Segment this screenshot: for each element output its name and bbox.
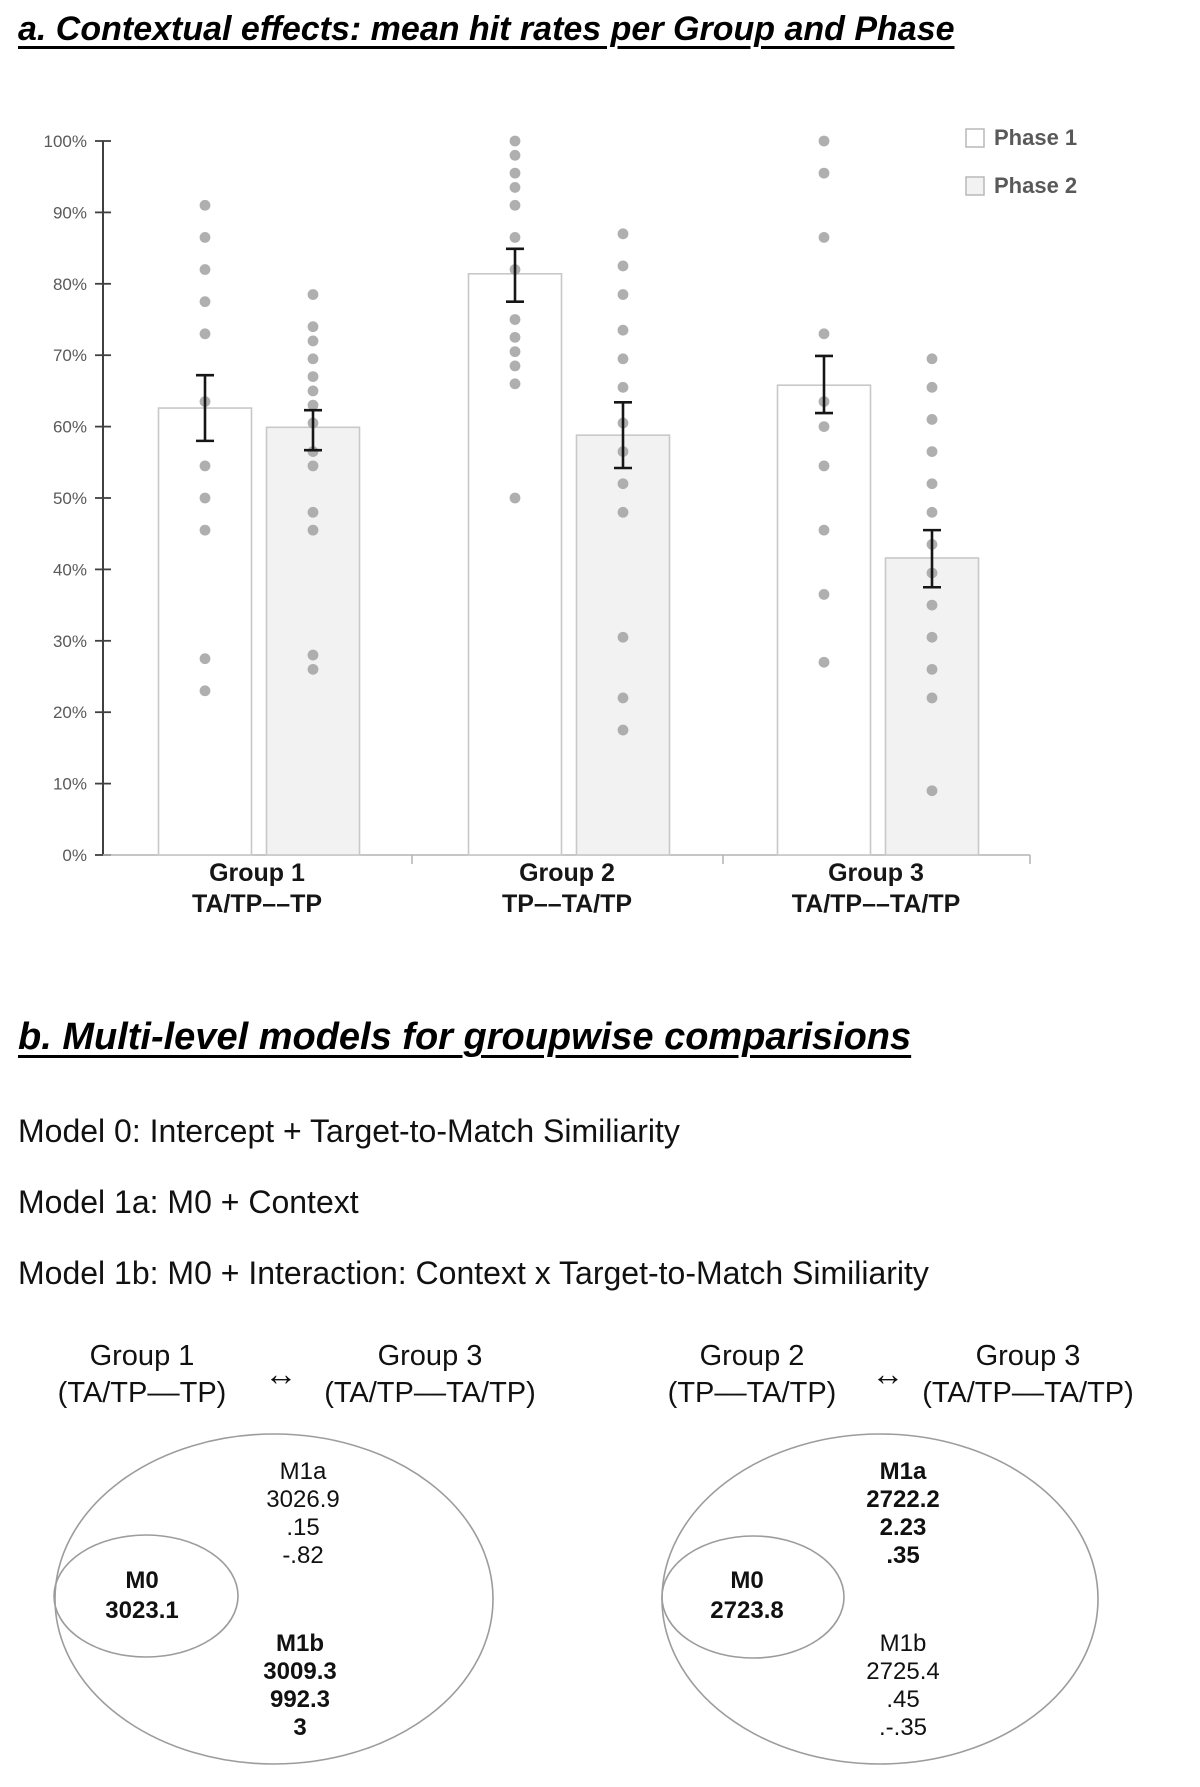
scatter-point (200, 296, 211, 307)
m1a-label: M1a (279, 1458, 327, 1485)
scatter-point (308, 321, 319, 332)
x-axis-label-group2 (437, 858, 697, 920)
scatter-point (200, 653, 211, 664)
scatter-point (618, 478, 629, 489)
model-1b-description: Model 1b: M0 + Interaction: Context x Target-to-Match Similiarity (18, 1255, 929, 1291)
legend-item-phase2 (965, 174, 1077, 198)
scatter-point (819, 589, 830, 600)
m1b-value: 992.3 (269, 1686, 331, 1713)
m0-value: 3023.1 (105, 1597, 179, 1624)
scatter-point (510, 361, 521, 372)
scatter-point (308, 289, 319, 300)
comparison1-left-name: Group 1 (89, 1340, 195, 1372)
group2-context: TP––TA/TP (501, 890, 633, 918)
scatter-point (618, 693, 629, 704)
bar-phase2-group2 (577, 435, 670, 855)
group1-name: Group 1 (209, 859, 305, 887)
y-tick-label: 10% (52, 774, 87, 794)
x-axis-label-group3 (746, 858, 1006, 920)
scatter-point (510, 150, 521, 161)
comparison1-m1a-stats (203, 1458, 403, 1570)
y-tick-label: 30% (52, 631, 87, 651)
scatter-point (618, 325, 629, 336)
scatter-point (308, 525, 319, 536)
scatter-point (308, 650, 319, 661)
comparison1-right-group (305, 1338, 555, 1412)
comparison1-m1b-stats (200, 1630, 400, 1742)
m1b-value: .45 (886, 1686, 920, 1713)
scatter-point (510, 168, 521, 179)
y-tick-label: 20% (52, 703, 87, 723)
scatter-point (510, 332, 521, 343)
scatter-point (618, 261, 629, 272)
scatter-point (200, 460, 211, 471)
scatter-point (510, 346, 521, 357)
scatter-point (200, 264, 211, 275)
model-1a-description: Model 1a: M0 + Context (18, 1184, 359, 1220)
scatter-point (618, 725, 629, 736)
scatter-point (618, 353, 629, 364)
panel-a-title: a. Contextual effects: mean hit rates per Group and Phase (18, 10, 955, 48)
scatter-point (927, 600, 938, 611)
scatter-point (927, 414, 938, 425)
comparison2-right-group (903, 1338, 1153, 1412)
scatter-point (618, 228, 629, 239)
y-tick-label: 40% (52, 560, 87, 580)
m0-label: M0 (125, 1567, 159, 1594)
comparison1-right-name: Group 3 (377, 1340, 483, 1372)
comparison1-left-context: (TA/TP––TP) (57, 1377, 227, 1409)
bar-phase2-group1 (267, 427, 360, 855)
m1b-value: 3009.3 (263, 1658, 337, 1685)
scatter-point (618, 507, 629, 518)
y-tick-label: 100% (43, 132, 87, 151)
comparison2-right-context: (TA/TP––TA/TP) (922, 1377, 1134, 1409)
x-axis-label-group1 (127, 858, 387, 920)
scatter-point (927, 507, 938, 518)
scatter-point (510, 493, 521, 504)
group3-name: Group 3 (828, 859, 924, 887)
m1a-value: 2.23 (879, 1514, 927, 1541)
group1-context: TA/TP––TP (191, 890, 323, 918)
scatter-point (819, 136, 830, 147)
y-tick-label: 60% (52, 417, 87, 437)
y-tick-label: 70% (52, 346, 87, 366)
scatter-point (819, 328, 830, 339)
scatter-point (927, 664, 938, 675)
scatter-point (200, 525, 211, 536)
scatter-point (200, 232, 211, 243)
scatter-point (618, 632, 629, 643)
scatter-point (308, 664, 319, 675)
scatter-point (819, 232, 830, 243)
scatter-point (200, 685, 211, 696)
comparison2-left-group (627, 1338, 877, 1412)
scatter-point (510, 314, 521, 325)
scatter-point (927, 382, 938, 393)
m1a-label: M1a (879, 1458, 927, 1485)
comparison2-left-context: (TP––TA/TP) (667, 1377, 837, 1409)
scatter-point (308, 353, 319, 364)
comparison2-left-name: Group 2 (699, 1340, 805, 1372)
bar-chart (0, 95, 1200, 945)
y-tick-label: 80% (52, 274, 87, 294)
chart-legend (965, 126, 1077, 222)
scatter-point (308, 386, 319, 397)
scatter-point (510, 200, 521, 211)
group2-name: Group 2 (519, 859, 615, 887)
m1b-value: .-.35 (878, 1714, 928, 1741)
phase2-swatch-icon (965, 176, 985, 196)
m0-value: 2723.8 (710, 1597, 784, 1624)
scatter-point (927, 353, 938, 364)
scatter-point (927, 693, 938, 704)
scatter-point (510, 232, 521, 243)
m1b-label: M1b (276, 1630, 324, 1657)
bar-phase1-group3 (778, 385, 871, 855)
scatter-point (308, 371, 319, 382)
m1a-value: 3026.9 (266, 1486, 340, 1513)
scatter-point (510, 182, 521, 193)
scatter-point (510, 378, 521, 389)
panel-b-title: b. Multi-level models for groupwise comparisions (18, 1016, 912, 1058)
y-tick-label: 0% (62, 846, 87, 865)
scatter-point (308, 336, 319, 347)
comparison2-m1b-stats (803, 1630, 1003, 1742)
comparison2-right-name: Group 3 (975, 1340, 1081, 1372)
bar-phase1-group1 (159, 408, 252, 855)
comparison1-left-group (17, 1338, 267, 1412)
scatter-point (819, 525, 830, 536)
m1a-value: .35 (886, 1542, 920, 1569)
left-right-arrow-icon: ↔ (264, 1355, 298, 1392)
scatter-point (819, 421, 830, 432)
scatter-point (819, 168, 830, 179)
left-right-arrow-icon: ↔ (871, 1355, 905, 1392)
scatter-point (927, 446, 938, 457)
group3-context: TA/TP––TA/TP (791, 890, 961, 918)
scatter-point (819, 657, 830, 668)
comparison2-m0-stats (647, 1566, 847, 1626)
scatter-point (200, 328, 211, 339)
m0-label: M0 (730, 1567, 764, 1594)
comparison1-right-context: (TA/TP––TA/TP) (324, 1377, 536, 1409)
model-0-description: Model 0: Intercept + Target-to-Match Similiarity (18, 1113, 680, 1149)
legend-item-phase1 (965, 126, 1077, 150)
m1b-value: 3 (293, 1714, 307, 1741)
y-tick-label: 50% (52, 489, 87, 508)
scatter-point (308, 507, 319, 518)
scatter-point (819, 460, 830, 471)
phase1-swatch-icon (965, 128, 985, 148)
scatter-point (927, 478, 938, 489)
scatter-point (308, 460, 319, 471)
scatter-point (510, 136, 521, 147)
legend-label-phase1: Phase 1 (994, 125, 1078, 150)
scatter-point (927, 632, 938, 643)
m1a-value: 2722.2 (866, 1486, 940, 1513)
scatter-point (927, 785, 938, 796)
comparison2-m1a-stats (803, 1458, 1003, 1570)
legend-label-phase2: Phase 2 (994, 173, 1078, 198)
scatter-point (200, 493, 211, 504)
scatter-point (618, 289, 629, 300)
m1a-value: .15 (286, 1514, 320, 1541)
m1b-label: M1b (879, 1630, 927, 1657)
y-tick-label: 90% (52, 203, 87, 223)
m1a-value: -.82 (282, 1542, 324, 1569)
comparison1-m0-stats (42, 1566, 242, 1626)
scatter-point (200, 200, 211, 211)
scatter-point (618, 382, 629, 393)
m1b-value: 2725.4 (866, 1658, 940, 1685)
